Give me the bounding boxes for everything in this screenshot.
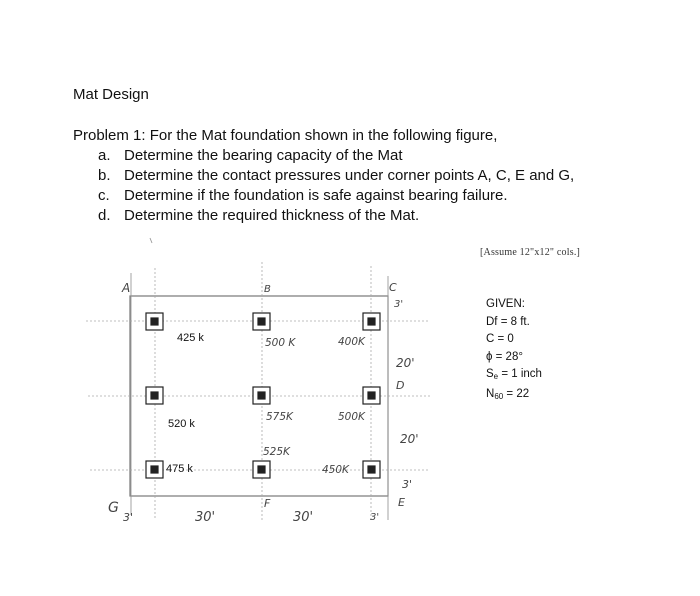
dim-bottom-right-edge: 3' [370,512,380,523]
point-a-label: A [122,281,131,295]
load-bot-mid: 525K [263,446,290,458]
item-text: Determine the contact pressures under corner points A, C, E and G, [124,167,575,184]
point-f-label: F [264,497,271,510]
given-df: Df = 8 ft. [486,315,530,328]
load-bot-left: 475 k [166,463,193,475]
column-mid-right [363,387,380,404]
dim-top-span: 20' [396,356,415,370]
column-top-mid [253,313,270,330]
column-bot-right [363,461,380,478]
item-text: Determine if the foundation is safe against bearing failure. [124,187,508,204]
load-top-right: 400K [338,336,365,348]
column-mid-mid [253,387,270,404]
given-c: C = 0 [486,333,514,345]
item-marker: d. [98,207,111,224]
point-b-label: B [264,284,271,295]
column-bot-left [146,461,163,478]
column-mid-left [146,387,163,404]
given-n60: $N_{60} = 22$ [486,387,530,401]
given-header: GIVEN: [486,298,525,310]
point-e-label: E [398,496,405,509]
problem-intro: Problem 1: For the Mat foundation shown in the following figure, [73,127,498,144]
point-d-label: D [396,379,405,392]
given-se: $S_e = 1$ inch [486,368,542,381]
item-marker: a. [98,147,111,164]
load-mid-left: 520 k [168,418,195,430]
dim-bottom-span: 20' [400,432,419,446]
column-assumption: [Assume 12"x12" cols.] [480,247,581,258]
dim-left-bay: 30' [195,510,216,525]
item-marker: c. [98,187,110,204]
item-text: Determine the bearing capacity of the Mat [124,147,403,164]
load-top-mid: 500 K [265,337,296,349]
point-c-label: C [389,281,397,294]
column-top-left [146,313,163,330]
column-top-right [363,313,380,330]
item-marker: b. [98,167,111,184]
item-text: Determine the required thickness of the Mat. [124,207,420,224]
load-mid-right: 500K [338,411,365,423]
point-g-label: G [108,500,119,516]
dim-right-bay: 30' [293,510,314,525]
dim-right-top-edge: 3' [394,299,404,310]
given-phi: ϕ = 28° [486,350,523,363]
load-mid-mid: 575K [266,411,293,423]
dim-left-edge: 3' [123,511,134,524]
load-bot-right: 450K [322,464,349,476]
load-top-left: 425 k [177,332,204,344]
dim-right-bottom-edge: 3' [402,478,413,491]
column-bot-mid [253,461,270,478]
page-title: Mat Design [73,86,149,103]
